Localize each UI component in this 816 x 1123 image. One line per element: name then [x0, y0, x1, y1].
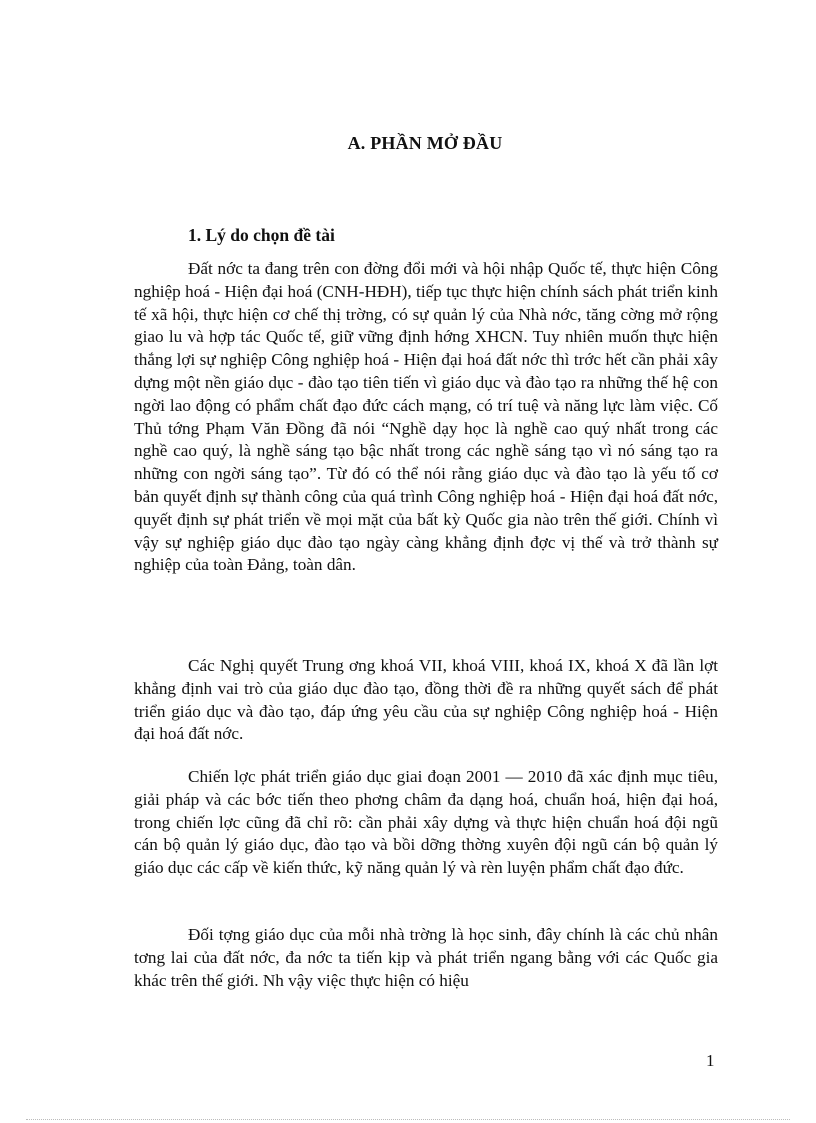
paragraph-2: Các Nghị quyết Trung ơng khoá VII, khoá VIII, khoá IX, khoá X đã lần lợt khẳng định vai trò của giáo dục đào tạo, đồng thời đề ra những quyết sách để phát triển giáo dục và đào tạo, đáp ứng yêu cầu của sự nghiệp Công nghiệp hoá - Hiện đại hoá đất nớc. [134, 656, 718, 744]
section-heading: 1. Lý do chọn đề tài [188, 225, 335, 245]
footer-divider [26, 1119, 790, 1120]
paragraph-4: Đối tợng giáo dục của mỗi nhà trờng là học sinh, đây chính là các chủ nhân tơng lai của đất nớc, đa nớc ta tiến kịp và phát triển ngang bằng với các Quốc gia khác trên thế giới. Nh vậy việc thực hiện có hiệu [134, 925, 718, 990]
paragraph-3: Chiến lợc phát triển giáo dục giai đoạn 2001 — 2010 đã xác định mục tiêu, giải pháp và các bớc tiến theo phơng châm đa dạng hoá, chuẩn hoá, hiện đại hoá, trong chiến lợc cũng đã chỉ rõ: cần phải xây dựng và thực hiện chuẩn hoá đội ngũ cán bộ quản lý giáo dục, đào tạo và bồi dỡng thờng xuyên đội ngũ cán bộ quản lý giáo dục các cấp về kiến thức, kỹ năng quản lý và rèn luyện phẩm chất đạo đức. [134, 767, 718, 878]
page-title: A. PHẦN MỞ ĐẦU [347, 133, 503, 153]
page-number: 1 [706, 1051, 715, 1070]
paragraph-1: Đất nớc ta đang trên con đờng đổi mới và hội nhập Quốc tế, thực hiện Công nghiệp hoá - Hiện đại hoá (CNH-HĐH), tiếp tục thực hiện chính sách phát triển kinh tế xã hội, thực hiện cơ chế thị trờng, có sự quản lý của Nhà nớc, tăng cờng mở rộng giao lu và hợp tác Quốc tế, giữ vững định hớng XHCN. Tuy nhiên muốn thực hiện thắng lợi sự nghiệp Công nghiệp hoá - Hiện đại hoá đất nớc thì trớc hết cần phải xây dựng một nền giáo dục - đào tạo tiên tiến vì giáo dục và đào tạo ra những thế hệ con ngời lao động có phẩm chất đạo đức cách mạng, có trí tuệ và năng lực làm việc. Cố Thủ tớng Phạm Văn Đồng đã nói “Nghề dạy học là nghề cao quý nhất trong các nghề cao quý, là nghề sáng tạo bậc nhất trong các nghề sáng tạo vì nó sáng tạo ra những con ngời sáng tạo”. Từ đó có thể nói rằng giáo dục và đào tạo là yếu tố cơ bản quyết định sự thành công của quá trình Công nghiệp hoá - Hiện đại hoá đất nớc, quyết định sự phát triển về mọi mặt của bất kỳ Quốc gia nào trên thế giới. Chính vì vậy sự nghiệp giáo dục đào tạo ngày càng khẳng định đợc vị thế và trở thành sự nghiệp của toàn Đảng, toàn dân. [134, 259, 718, 575]
